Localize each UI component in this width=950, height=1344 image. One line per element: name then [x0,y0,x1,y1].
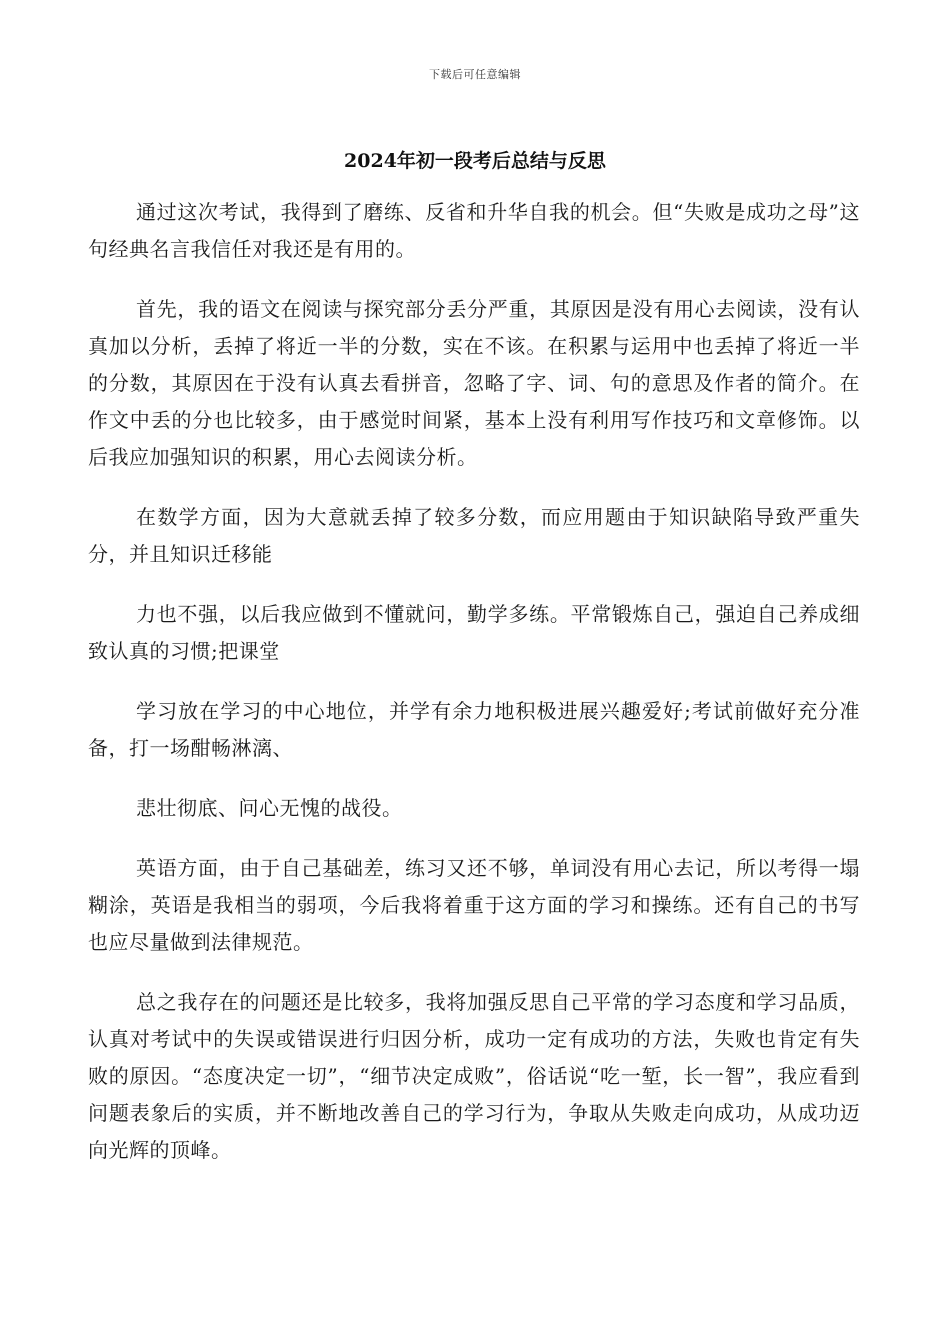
document-body [88,194,860,1192]
paragraph-math-continued: 力也不强，以后我应做到不懂就问，勤学多练。平常锻炼自己，强迫自己养成细致认真的习惯;把课堂 [88,602,860,663]
paragraph-conclusion: 总之我存在的问题还是比较多，我将加强反思自己平常的学习态度和学习品质，认真对考试中的失误或错误进行归因分析，成功一定有成功的方法，失败也肯定有失败的原因。“态度决定一切”，“细节决定成败”，俗话说“吃一堑，长一智”，我应看到问题表象后的实质，并不断地改善自己的学习行为，争取从失败走向成功，从成功迈向光辉的顶峰。 [88,990,860,1162]
paragraph-chinese: 首先，我的语文在阅读与探究部分丢分严重，其原因是没有用心去阅读，没有认真加以分析，丢掉了将近一半的分数，实在不该。在积累与运用中也丢掉了将近一半的分数，其原因在于没有认真去看拼音，忽略了字、词、句的意思及作者的简介。在作文中丢的分也比较多，由于感觉时间紧，基本上没有利用写作技巧和文章修饰。以后我应加强知识的积累，用心去阅读分析。 [88,297,860,469]
document-title: 2024年初一段考后总结与反思 [344,150,606,172]
paragraph-battle: 悲壮彻底、问心无愧的战役。 [136,796,403,820]
page-header-note: 下载后可任意编辑 [429,68,521,81]
paragraph-intro: 通过这次考试，我得到了磨练、反省和升华自我的机会。但“失败是成功之母”这句经典名言我信任对我还是有用的。 [88,200,860,261]
paragraph-math: 在数学方面，因为大意就丢掉了较多分数，而应用题由于知识缺陷导致严重失分，并且知识迁移能 [88,505,860,566]
paragraph-study-focus: 学习放在学习的中心地位，并学有余力地积极进展兴趣爱好;考试前做好充分准备，打一场酣畅淋漓、 [88,699,860,760]
paragraph-english: 英语方面，由于自己基础差，练习又还不够，单词没有用心去记，所以考得一塌糊涂，英语是我相当的弱项，今后我将着重于这方面的学习和操练。还有自己的书写也应尽量做到法律规范。 [88,856,860,954]
